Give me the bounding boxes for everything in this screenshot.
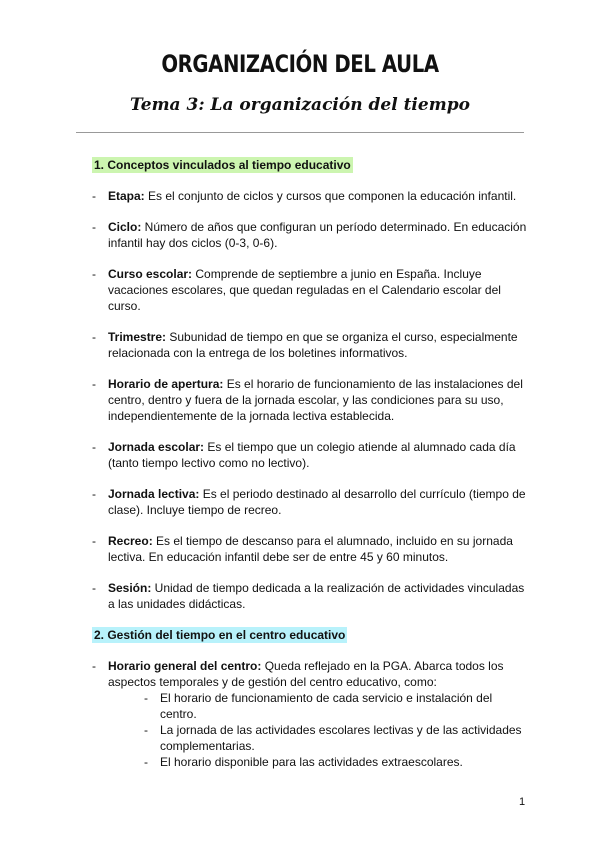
list-item: [92, 580, 532, 612]
sub-list-item: [144, 754, 532, 770]
term: Jornada lectiva:: [108, 487, 200, 501]
document-body: [92, 157, 532, 785]
term: Sesión:: [108, 581, 152, 595]
bullet-dash: -: [92, 534, 96, 548]
term: Recreo:: [108, 534, 153, 548]
bullet-dash: -: [92, 659, 96, 673]
document-subtitle: Tema 3: La organización del tiempo: [130, 95, 470, 115]
bullet-dash: -: [92, 220, 96, 234]
definition: Es el tiempo de descanso para el alumnado, incluido en su jornada lectiva. En educación infantil debe ser de entre 45 y 60 minutos.: [108, 534, 513, 564]
sub-list-item: [144, 722, 532, 754]
bullet-dash: -: [92, 189, 96, 203]
definition: Unidad de tiempo dedicada a la realización de actividades vinculadas a las unidades didácticas.: [108, 581, 525, 611]
sub-item-text: El horario disponible para las actividades extraescolares.: [160, 755, 463, 769]
bullet-dash: -: [92, 377, 96, 391]
bullet-dash: -: [92, 330, 96, 344]
list-item: [92, 219, 532, 251]
definition: Comprende de septiembre a junio en España. Incluye vacaciones escolares, que quedan reguladas en el Calendario escolar del curso.: [108, 267, 501, 313]
list-item: [92, 329, 532, 361]
bullet-dash: -: [92, 440, 96, 454]
list-item: [92, 188, 532, 204]
term: Trimestre:: [108, 330, 167, 344]
list-item: [92, 266, 532, 314]
definition: Es el tiempo que un colegio atiende al alumnado cada día (tanto tiempo lectivo como no lectivo).: [108, 440, 516, 470]
list-item: [92, 533, 532, 565]
bullet-dash: -: [144, 755, 148, 769]
bullet-dash: -: [92, 267, 96, 281]
horizontal-divider: [76, 132, 524, 133]
definition: Es el periodo destinado al desarrollo del currículo (tiempo de clase). Incluye tiempo de recreo.: [108, 487, 526, 517]
term: Horario de apertura:: [108, 377, 224, 391]
term: Horario general del centro:: [108, 659, 262, 673]
sub-item-text: La jornada de las actividades escolares lectivas y de las actividades complementarias.: [160, 723, 522, 753]
definition: Es el horario de funcionamiento de las instalaciones del centro, dentro y fuera de la jornada escolar, y las condiciones para su uso, independientemente de la jornada lectiva establecida.: [108, 377, 523, 423]
list-item: [92, 439, 532, 471]
sub-item-text: El horario de funcionamiento de cada servicio e instalación del centro.: [160, 691, 493, 721]
sub-list-item: [144, 690, 532, 722]
definition: Es el conjunto de ciclos y cursos que componen la educación infantil.: [144, 189, 517, 203]
bullet-dash: -: [92, 487, 96, 501]
definition: Queda reflejado en la PGA. Abarca todos los aspectos temporales y de gestión del centro educativo, como:: [108, 659, 504, 689]
bullet-dash: -: [144, 691, 148, 705]
term: Etapa:: [108, 189, 145, 203]
bullet-dash: -: [144, 723, 148, 737]
list-item: [92, 658, 532, 770]
bullet-dash: -: [92, 581, 96, 595]
section-heading: 2. Gestión del tiempo en el centro educativo: [94, 628, 346, 642]
sub-list: [108, 690, 532, 770]
list-item: [92, 376, 532, 424]
list-item: [92, 486, 532, 518]
term: Ciclo:: [108, 220, 142, 234]
term: Jornada escolar:: [108, 440, 205, 454]
page-number: 1: [519, 796, 526, 808]
term: Curso escolar:: [108, 267, 193, 281]
section-heading: 1. Conceptos vinculados al tiempo educativo: [94, 158, 351, 172]
definition: Subunidad de tiempo en que se organiza el curso, especialmente relacionada con la entrega de los boletines informativos.: [108, 330, 518, 360]
definition: Número de años que configuran un período determinado. En educación infantil hay dos ciclos (0-3, 0-6).: [108, 220, 527, 250]
document-title: ORGANIZACIÓN DEL AULA: [161, 50, 439, 78]
